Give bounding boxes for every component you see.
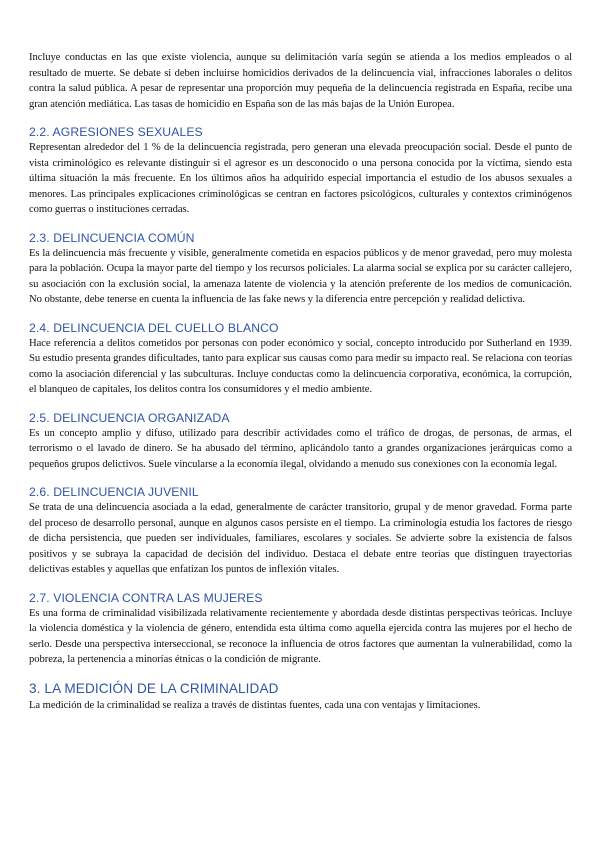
section-paragraph: Es una forma de criminalidad visibilizada relativamente recientemente y abordada desde distintas perspectivas teóricas. Incluye la violencia doméstica y la violencia de género, entendida esta última como aquella ejercida contra las mujeres por el hecho de serlo. Desde una perspectiva interseccional, se reconoce la influencia de otros factores que aumentan la vulnerabilidad, como la pobreza, la pertenencia a minorías étnicas o la condición de migrante. xyxy=(29,607,572,665)
section-paragraph: Se trata de una delincuencia asociada a la edad, generalmente de carácter transitorio, grupal y de menor gravedad. Forma parte del proceso de desarrollo personal, aunque en algunos casos persiste en el tiempo. La criminología estudia los factores de riesgo de dicha persistencia, que pueden ser individuales, familiares, escolares y sociales. Se advierte sobre la existencia de falsos positivos y se subraya la capacidad de decisión del individuo. Destaca el debate entre teorías que distinguen trayectorias delictivas estables y aquellas que enfatizan los puntos de inflexión vitales. xyxy=(29,502,572,575)
section-paragraph: La medición de la criminalidad se realiza a través de distintas fuentes, cada una con ventajas y limitaciones. xyxy=(29,699,481,711)
section-heading: 2.4. DELINCUENCIA DEL CUELLO BLANCO xyxy=(29,320,279,335)
section-heading: 2.2. AGRESIONES SEXUALES xyxy=(29,125,203,139)
document-page xyxy=(29,50,572,713)
section-heading: 2.7. VIOLENCIA CONTRA LAS MUJERES xyxy=(29,590,263,605)
section-cuello-blanco xyxy=(29,320,572,398)
section-agresiones-sexuales xyxy=(29,124,572,218)
section-violencia-mujeres xyxy=(29,590,572,668)
section-delincuencia-organizada xyxy=(29,410,572,473)
section-paragraph: Es la delincuencia más frecuente y visible, generalmente cometida en espacios públicos y de menor gravedad, pero muy molesta para la población. Ocupa la mayor parte del tiempo y los recursos policiales. La alarma social se explica por su carácter callejero, su asociación con la exclusión social, la amenaza latente de violencia y la atención preferente de los medios de comunicación. No obstante, debe tenerse en cuenta la influencia de las fake news y la diferencia entre percepción y realidad delictiva. xyxy=(29,247,572,305)
intro-paragraph: Incluye conductas en las que existe violencia, aunque su delimitación varía según se atienda a los medios empleados o al resultado de muerte. Se debate si deben incluirse homicidios derivados de la delincuencia vial, infracciones laborales o delitos contra la salud pública. A pesar de representar una proporción muy pequeña de la delincuencia registrada en España, recibe una gran atención mediática. Las tasas de homicidio en España son de las más bajas de la Unión Europea. xyxy=(29,52,572,110)
section-paragraph: Representan alrededor del 1 % de la delincuencia registrada, pero generan una elevada preocupación social. Desde el punto de vista criminológico es relevante distinguir si el agresor es un desconocido o una persona conocida por la víctima, siendo esta última situación la más frecuente. En los últimos años ha adquirido especial importancia el estudio de los abusos sexuales a menores. Las principales explicaciones criminológicas se centran en factores psicológicos, culturales y contextos criminógenos como guerras o instituciones cerradas. xyxy=(29,142,572,215)
section-heading: 2.3. DELINCUENCIA COMÚN xyxy=(29,230,195,245)
section-heading: 2.5. DELINCUENCIA ORGANIZADA xyxy=(29,410,230,425)
section-paragraph: Es un concepto amplio y difuso, utilizado para describir actividades como el tráfico de drogas, de personas, de armas, el terrorismo o el lavado de dinero. Se ha abusado del término, aplicándolo tanto a grandes organizaciones jerárquicas como a pequeños grupos delictivos. Suele vincularse a la economía ilegal, olvidando a menudo sus conexiones con la economía legal. xyxy=(29,427,572,470)
major-section-heading: 3. LA MEDICIÓN DE LA CRIMINALIDAD xyxy=(29,680,279,696)
section-paragraph: Hace referencia a delitos cometidos por personas con poder económico y social, concepto introducido por Sutherland en 1939. Su estudio presenta grandes dificultades, tanto para explicar sus causas como para medir su impacto real. Se relaciona con teorías como la asociación diferencial y las subculturas. Incluye conductas como la delincuencia corporativa, económica, la corrupción, el blanqueo de capitales, los delitos contra los consumidores y el medio ambiente. xyxy=(29,337,572,395)
section-medicion-criminalidad xyxy=(29,680,572,714)
section-delincuencia-juvenil xyxy=(29,484,572,578)
section-delincuencia-comun xyxy=(29,230,572,308)
section-heading: 2.6. DELINCUENCIA JUVENIL xyxy=(29,485,199,499)
